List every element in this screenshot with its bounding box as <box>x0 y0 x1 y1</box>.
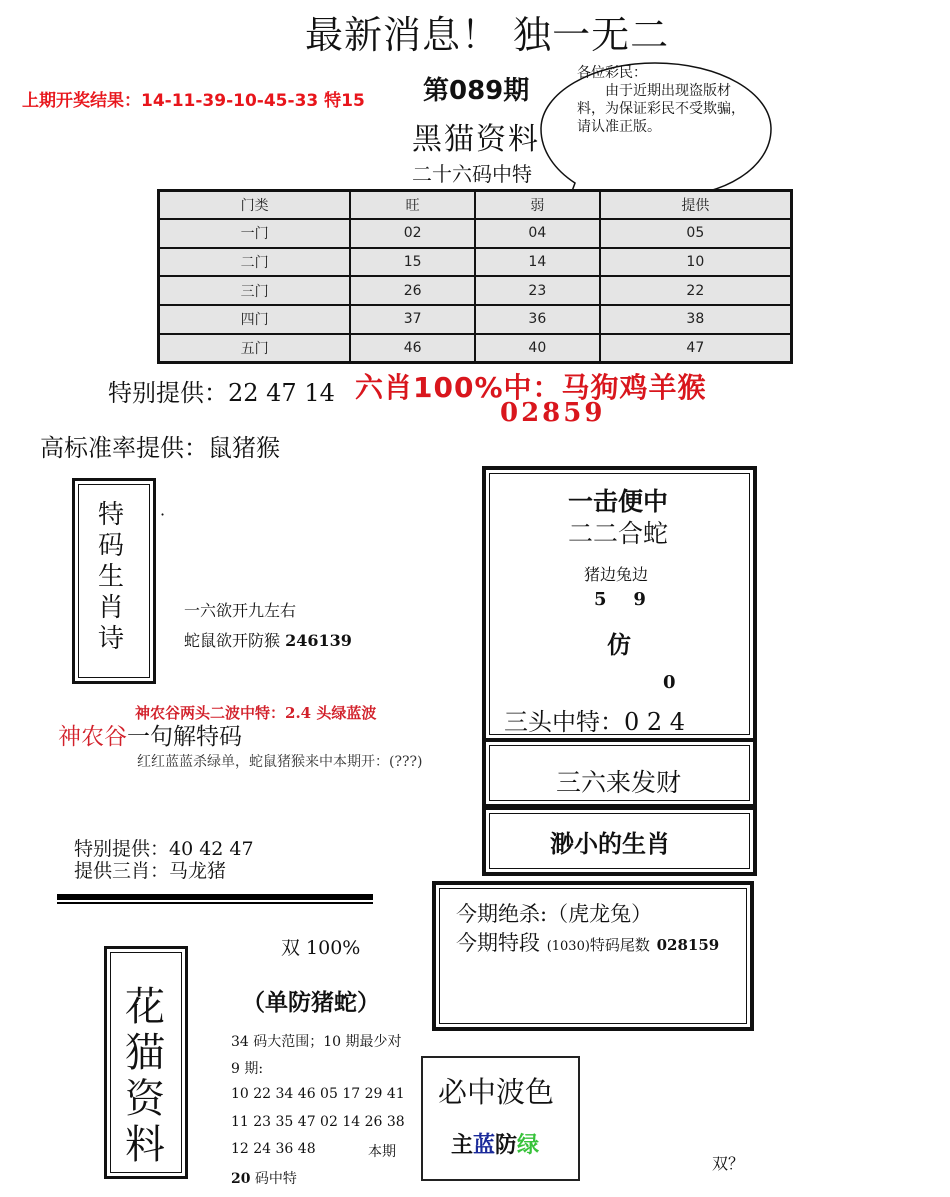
segment-range: (1030) <box>546 939 590 954</box>
poem-line-2-text: 蛇鼠欲开防猴 <box>184 631 281 650</box>
last-result-label: 上期开奖结果： <box>22 91 141 111</box>
wave-main: 主 <box>451 1133 474 1158</box>
poem-line-2-numbers: 246139 <box>285 631 352 650</box>
special-offer-2: 特别提供：40 42 47 <box>74 838 254 860</box>
brand-title: 黑猫资料 <box>412 122 540 157</box>
twenty-num: 20 <box>231 1171 251 1187</box>
segment-prefix: 今期特段 <box>456 931 540 955</box>
table-header-row <box>159 191 792 220</box>
table-cell: 五门 <box>159 334 351 363</box>
table-cell: 26 <box>350 276 475 305</box>
table-cell: 04 <box>475 219 600 248</box>
range-line: 34 码大范围；10 期最少对 <box>231 1034 402 1050</box>
double-100: 双 100% <box>281 937 361 959</box>
wave-color-pick <box>451 1128 539 1159</box>
table-cell: 40 <box>475 334 600 363</box>
zero-number: 0 <box>663 672 676 693</box>
notice-body: 由于近期出现盗版材料，为保证彩民不受欺骗，请认准正版。 <box>577 83 745 135</box>
last-draw-result <box>22 86 365 111</box>
table-row <box>159 276 792 305</box>
last-result-numbers: 14-11-39-10-45-33 <box>141 91 319 111</box>
shennonggu-title-red: 神农谷 <box>58 724 127 750</box>
three-zodiac: 提供三肖：马龙猪 <box>74 860 227 882</box>
poem-line-1: 一六欲开九左右 <box>184 601 297 620</box>
table-row <box>159 248 792 277</box>
kill-zodiac: 今期绝杀:（虎龙兔） <box>456 902 653 926</box>
one-hit-numbers: 5 9 <box>594 589 648 610</box>
tail-label: 特码尾数 <box>589 936 650 954</box>
wave-green: 绿 <box>517 1133 540 1158</box>
shennonggu-riddle: 红红蓝蓝杀绿单，蛇鼠猪猴来中本期开：(???) <box>137 754 423 770</box>
issue-number: 第089期 <box>423 76 530 106</box>
shennonggu-wave: 神农谷两头二波中特：2.4 头绿蓝波 <box>135 704 377 722</box>
notice-text <box>577 64 747 136</box>
table-cell: 37 <box>350 305 475 334</box>
subtitle: 二十六码中特 <box>412 162 532 186</box>
table-cell: 05 <box>600 219 792 248</box>
table-cell: 46 <box>350 334 475 363</box>
range-line: 9 期: <box>231 1061 264 1077</box>
dot: · <box>160 505 166 524</box>
wave-blue: 蓝 <box>473 1133 496 1158</box>
high-standard: 高标准率提供：鼠猪猴 <box>40 434 280 462</box>
range-line: 12 24 36 48 <box>231 1141 316 1157</box>
table-cell: 四门 <box>159 305 351 334</box>
table-row <box>159 334 792 363</box>
huamao-title: 花猫资料 <box>125 984 165 1168</box>
one-hit-subtitle: 二二合蛇 <box>568 519 669 548</box>
small-zodiac-text: 渺小的生肖 <box>550 829 670 858</box>
column-header: 旺 <box>350 191 475 220</box>
poem-line-2 <box>184 628 352 651</box>
divider <box>57 902 373 904</box>
twenty-text: 码中特 <box>250 1171 297 1187</box>
fang-label: 仿 <box>607 630 631 659</box>
single-guard: （单防猪蛇） <box>242 989 380 1016</box>
door-table <box>157 189 793 364</box>
table-row <box>159 219 792 248</box>
table-cell: 10 <box>600 248 792 277</box>
column-header: 门类 <box>240 198 269 215</box>
table-cell: 三门 <box>159 276 351 305</box>
special-segment <box>456 927 719 957</box>
shennonggu-title <box>58 718 242 751</box>
table-cell: 二门 <box>159 248 351 277</box>
shennonggu-title-black: 一句解特码 <box>127 724 242 750</box>
table-cell: 14 <box>475 248 600 277</box>
double-question: 双？ <box>712 1154 745 1173</box>
six-zodiac: 六肖100%中：马狗鸡羊猴 <box>355 371 707 404</box>
table-cell: 15 <box>350 248 475 277</box>
fortune-text: 三六来发财 <box>556 768 682 797</box>
wave-guard: 防 <box>495 1133 518 1158</box>
table-cell: 23 <box>475 276 600 305</box>
range-line: 10 22 34 46 05 17 29 41 <box>231 1086 405 1102</box>
six-zodiac-numbers: 02859 <box>500 398 606 428</box>
page-title: 最新消息！ 独一无二 <box>305 13 670 57</box>
column-header: 弱 <box>475 191 600 220</box>
column-header: 提供 <box>600 191 792 220</box>
notice-greeting: 各位彩民： <box>577 65 647 81</box>
wave-color-title: 必中波色 <box>438 1075 555 1109</box>
table-cell: 47 <box>600 334 792 363</box>
special-offer: 特别提供：22 47 14 <box>108 379 335 407</box>
three-heads: 三头中特：0 2 4 <box>504 708 686 736</box>
pig-rabbit-side: 猪边兔边 <box>584 565 649 584</box>
last-result-special: 特15 <box>324 91 365 111</box>
one-hit-title: 一击便中 <box>568 487 669 516</box>
table-cell: 一门 <box>159 219 351 248</box>
table-cell: 38 <box>600 305 792 334</box>
table-cell: 02 <box>350 219 475 248</box>
range-line: 11 23 35 47 02 14 26 38 <box>231 1114 405 1130</box>
zodiac-poem-title: 特码生肖诗 <box>97 500 124 654</box>
table-cell: 22 <box>600 276 792 305</box>
table-cell: 36 <box>475 305 600 334</box>
table-row <box>159 305 792 334</box>
divider <box>57 894 373 900</box>
twenty-codes <box>231 1168 297 1188</box>
tail-numbers: 028159 <box>656 936 720 954</box>
this-issue-label: 本期 <box>368 1144 396 1160</box>
